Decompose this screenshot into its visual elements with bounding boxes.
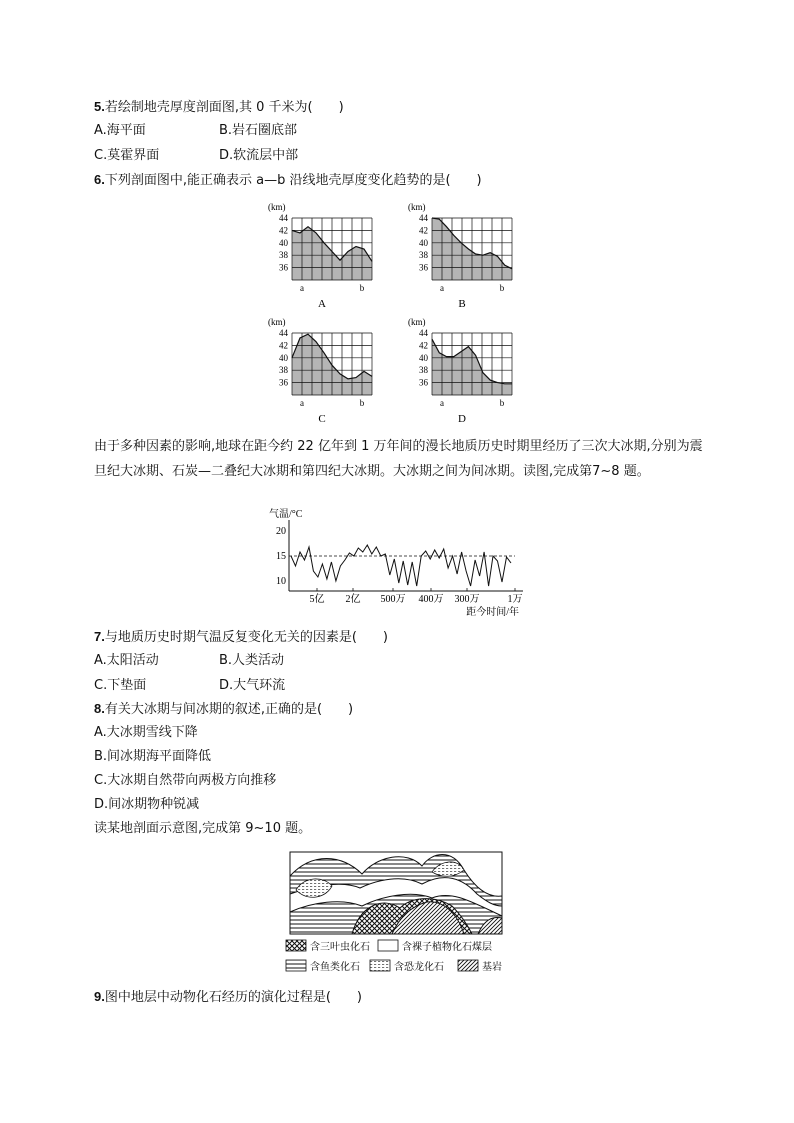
profile-y-tick: 40 <box>279 237 288 248</box>
q7-option-d: D.大气环流 <box>219 678 286 693</box>
temp-y-tick: 15 <box>276 551 286 562</box>
temp-x-tick: 300万 <box>454 594 480 605</box>
profile-panel-label: C <box>318 413 326 425</box>
profile-panel-label: D <box>458 413 466 425</box>
q8-option-a: A.大冰期雪线下降 <box>94 725 198 740</box>
legend-swatch-trilobite <box>286 940 306 951</box>
profile-y-tick: 40 <box>279 352 288 363</box>
q6-stem <box>94 171 482 190</box>
q8-option-d: D.间冰期物种锐减 <box>94 797 200 812</box>
q5-option-c: C.莫霍界面 <box>94 148 160 163</box>
q5-number: 5. <box>94 99 105 114</box>
profile-unit-label: (km) <box>268 317 286 327</box>
profile-y-tick: 44 <box>279 328 288 338</box>
strata-legend <box>286 940 502 973</box>
q7-stem-text: 与地质历史时期气温反复变化无关的因素是( ) <box>104 630 388 645</box>
legend-label-fish: 含鱼类化石 <box>310 962 360 973</box>
profile-y-tick: 38 <box>419 365 428 376</box>
crust-profile-figure <box>262 198 532 428</box>
legend-swatch-fish <box>286 960 306 971</box>
strata-frame <box>290 852 502 934</box>
profile-point-b: b <box>359 283 365 293</box>
q6-stem-text: 下列剖面图中,能正确表示 a—b 沿线地壳厚度变化趋势的是( ) <box>104 173 482 188</box>
profile-panel-a <box>268 202 372 310</box>
legend-swatch-bedrock <box>458 960 478 971</box>
q8-option-b: B.间冰期海平面降低 <box>94 749 212 764</box>
temp-x-axis-label: 距今时间/年 <box>466 607 519 618</box>
profile-panel-c <box>268 317 372 425</box>
profile-point-a: a <box>440 283 444 293</box>
q8-number: 8. <box>94 701 105 716</box>
profile-y-tick: 36 <box>279 262 288 273</box>
profile-y-tick: 42 <box>279 340 288 351</box>
legend-swatch-gymnosperm <box>378 940 398 951</box>
intro-7-8: 由于多种因素的影响,地球在距今约 22 亿年到 1 万年间的漫长地质历史时期里经历了三次大冰期,分别为震旦纪大冰期、石炭—二叠纪大冰期和第四纪大冰期。大冰期之间为间冰期。读图,完成第7~8 题。 <box>94 439 703 479</box>
temp-x-tick: 1万 <box>507 594 523 605</box>
profile-point-a: a <box>440 398 444 408</box>
temp-series-line <box>291 545 511 586</box>
q7-number: 7. <box>94 629 105 644</box>
q5-option-a: A.海平面 <box>94 123 146 138</box>
profile-y-tick: 36 <box>419 262 428 273</box>
intro-9-10: 读某地剖面示意图,完成第 9~10 题。 <box>94 821 312 836</box>
profile-y-tick: 38 <box>419 250 428 261</box>
profile-y-tick: 44 <box>419 328 428 338</box>
temp-x-tick: 400万 <box>418 594 444 605</box>
profile-point-a: a <box>300 398 304 408</box>
profile-point-b: b <box>499 398 505 408</box>
profile-y-tick: 42 <box>419 340 428 351</box>
q7-option-c: C.下垫面 <box>94 678 147 693</box>
profile-panel-d <box>408 317 512 425</box>
q5-stem <box>94 98 344 117</box>
profile-y-tick: 40 <box>419 352 428 363</box>
legend-label-trilobite: 含三叶虫化石 <box>310 942 370 953</box>
q9-stem-text: 图中地层中动物化石经历的演化过程是( ) <box>104 990 362 1005</box>
profile-y-tick: 36 <box>279 377 288 388</box>
q8-stem <box>94 700 353 719</box>
profile-unit-label: (km) <box>408 317 426 327</box>
q9-number: 9. <box>94 989 105 1004</box>
strata-cross-section <box>282 846 508 976</box>
temp-y-tick: 20 <box>276 526 286 537</box>
legend-label-gymnosperm: 含裸子植物化石煤层 <box>402 942 492 953</box>
profile-panel-label: B <box>458 298 466 310</box>
profile-point-b: b <box>359 398 365 408</box>
q8-stem-text: 有关大冰期与间冰期的叙述,正确的是( ) <box>104 702 354 717</box>
profile-point-b: b <box>499 283 505 293</box>
profile-y-tick: 42 <box>279 225 288 236</box>
profile-unit-label: (km) <box>268 202 286 212</box>
profile-y-tick: 44 <box>419 213 428 223</box>
legend-swatch-dinosaur <box>370 960 390 971</box>
temperature-chart <box>265 506 535 621</box>
profile-point-a: a <box>300 283 304 293</box>
profile-y-tick: 36 <box>419 377 428 388</box>
temp-y-tick: 10 <box>276 576 286 587</box>
q9-stem <box>94 988 362 1007</box>
legend-label-bedrock: 基岩 <box>482 962 502 973</box>
temp-y-axis-label: 气温/°C <box>269 509 303 520</box>
profile-panel-label: A <box>318 298 326 310</box>
q7-option-b: B.人类活动 <box>219 653 285 668</box>
q6-number: 6. <box>94 172 105 187</box>
q5-option-b: B.岩石圈底部 <box>219 123 298 138</box>
profile-y-tick: 38 <box>279 365 288 376</box>
q5-stem-text: 若绘制地壳厚度剖面图,其 0 千米为( ) <box>104 100 344 115</box>
temp-x-tick: 2亿 <box>345 594 361 605</box>
temp-x-tick: 5亿 <box>309 594 325 605</box>
q7-option-a: A.太阳活动 <box>94 653 159 668</box>
profile-y-tick: 38 <box>279 250 288 261</box>
legend-label-dinosaur: 含恐龙化石 <box>394 962 444 973</box>
profile-y-tick: 44 <box>279 213 288 223</box>
profile-unit-label: (km) <box>408 202 426 212</box>
profile-y-tick: 42 <box>419 225 428 236</box>
q7-stem <box>94 628 388 647</box>
profile-y-tick: 40 <box>419 237 428 248</box>
temp-x-tick: 500万 <box>380 594 406 605</box>
profile-panel-b <box>408 202 512 310</box>
q8-option-c: C.大冰期自然带向两极方向推移 <box>94 773 277 788</box>
q5-option-d: D.软流层中部 <box>219 148 299 163</box>
